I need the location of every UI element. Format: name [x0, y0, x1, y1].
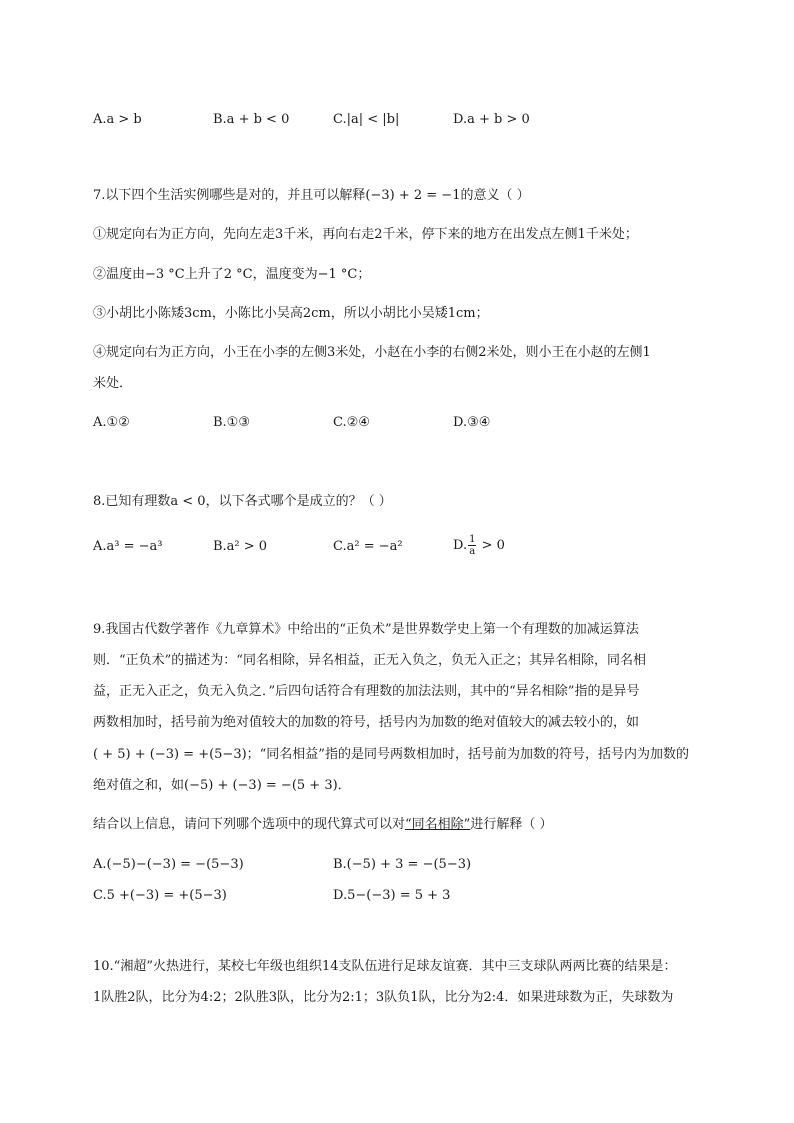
q9-option-d[interactable]: D.5−(−3) = 5 + 3: [333, 888, 451, 903]
q7-item-1: ①规定向右为正方向，先向左走3千米，再向右走2千米，停下来的地方在出发点左侧1千米处；: [93, 227, 638, 242]
q8-option-b[interactable]: B.a² > 0: [213, 539, 268, 554]
q9-line-6: 绝对值之和，如(−5) + (−3) = −(5 + 3)．: [93, 778, 351, 793]
q8-option-d[interactable]: [453, 534, 505, 557]
q10-line-2: 1队胜2队，比分为4:2；2队胜3队，比分为2:1；3队负1队，比分为2:4．如果进球数为正，失球数为: [93, 990, 674, 1005]
q9-line-2: 则．“正负术”的描述为：“同名相除，异名相益，正无入负之，负无入正之；其异名相除，同名相: [93, 653, 646, 668]
q8-option-a[interactable]: A.a³ = −a³: [93, 539, 163, 554]
q9-line-4: 两数相加时，括号前为绝对值较大的加数的符号，括号内为加数的绝对值较大的减去较小的，如: [93, 715, 640, 730]
q9-line-7-underlined: “同名相除”: [405, 817, 471, 832]
q8-option-d-suffix: > 0: [477, 537, 505, 553]
q9-option-a[interactable]: A.(−5)−(−3) = −(5−3): [93, 857, 244, 872]
q10-line-1: 10.“湘超”火热进行，某校七年级也组织14支队伍进行足球友谊赛．其中三支球队两两比赛的结果是：: [93, 959, 677, 974]
q7-item-4-line-1: ④规定向右为正方向，小王在小李的左侧3米处，小赵在小李的右侧2米处，则小王在小赵的左侧1: [93, 345, 651, 360]
q9-line-3: 益，正无入正之，负无入负之．”后四句话符合有理数的加法法则，其中的“异名相除”指的是异号: [93, 684, 640, 699]
q6-option-d[interactable]: D.a + b > 0: [453, 112, 530, 127]
q7-option-a[interactable]: A.①②: [93, 415, 130, 430]
q9-line-7-post: 进行解释（ ）: [470, 817, 553, 832]
q7-option-b[interactable]: B.①③: [213, 415, 250, 430]
q6-option-a[interactable]: A.a > b: [93, 112, 142, 127]
q8-stem: 8.已知有理数a < 0，以下各式哪个是成立的？（ ）: [93, 494, 392, 509]
fraction-numerator: 1: [469, 534, 476, 545]
q7-item-2: ②温度由−3 °C上升了2 °C，温度变为−1 °C；: [93, 267, 371, 282]
q8-option-c[interactable]: C.a² = −a²: [333, 539, 403, 554]
q9-line-1: 9.我国古代数学著作《九章算术》中给出的“正负术”是世界数学史上第一个有理数的加减运算法: [93, 622, 639, 637]
q9-line-5: ( + 5) + (−3) = +(5−3)；“同名相益”指的是同号两数相加时，括号前为加数的符号，括号内为加数的: [93, 747, 689, 762]
q8-option-d-fraction: [468, 534, 476, 557]
q7-item-4-line-2: 米处．: [93, 376, 133, 391]
q8-option-d-prefix: D.: [453, 537, 468, 553]
q9-option-b[interactable]: B.(−5) + 3 = −(5−3): [333, 857, 472, 872]
q6-option-b[interactable]: B.a + b < 0: [213, 112, 290, 127]
q9-line-7: [93, 816, 552, 834]
q9-option-c[interactable]: C.5 +(−3) = +(5−3): [93, 888, 227, 903]
q7-option-c[interactable]: C.②④: [333, 415, 370, 430]
q9-line-7-pre: 结合以上信息，请问下列哪个选项中的现代算式可以对: [93, 817, 406, 832]
q7-item-3: ③小胡比小陈矮3cm，小陈比小吴高2cm，所以小胡比小吴矮1cm；: [93, 306, 489, 321]
fraction-denominator: a: [469, 546, 476, 557]
q6-option-c[interactable]: C.|a| < |b|: [333, 112, 400, 127]
q7-option-d[interactable]: D.③④: [453, 415, 491, 430]
q7-stem: 7.以下四个生活实例哪些是对的，并且可以解释(−3) + 2 = −1的意义（ ）: [93, 188, 530, 203]
